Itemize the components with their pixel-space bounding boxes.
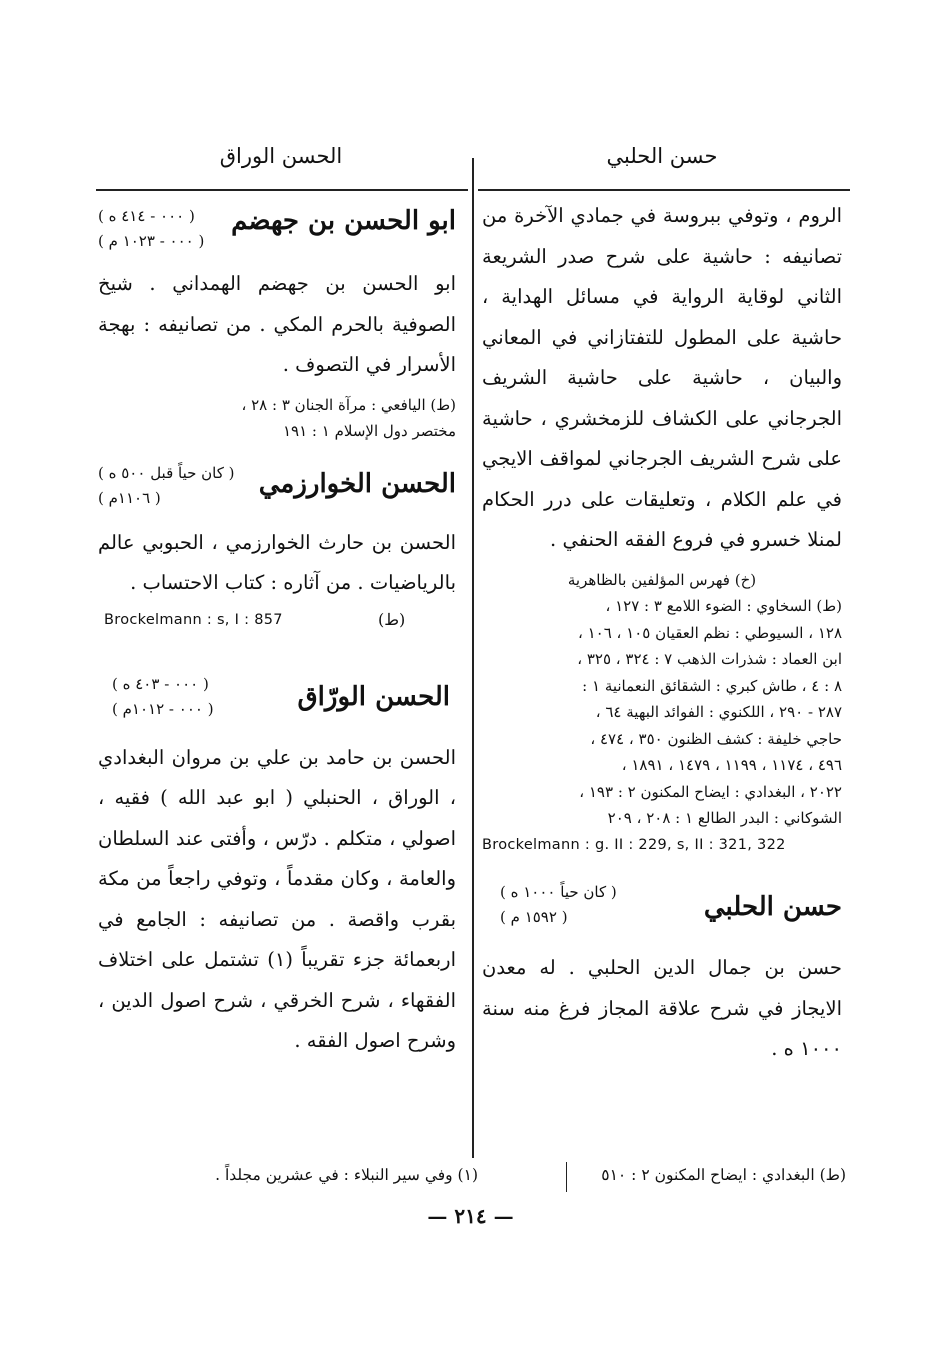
- entry-heading: [98, 459, 456, 519]
- entry-dates-hijri: ( ٠٠٠ - ٤١٤ ه ): [98, 207, 195, 225]
- right-column-header: حسن الحلبي: [606, 144, 718, 168]
- brockelmann-reference: Brockelmann : g. II : 229, s, II : 321, 322: [482, 836, 786, 853]
- entry-name: الحسن الورّاق: [297, 681, 450, 712]
- entry-dates-hijri: ( كان حياً قبل ٥٠٠ ه ): [98, 463, 235, 482]
- entry-heading: [98, 196, 456, 256]
- entry-dates: [112, 672, 312, 722]
- source-line: (خ) فهرس المؤلفين بالظاهرية: [567, 570, 757, 589]
- header-rule-left: [96, 189, 468, 191]
- right-column: [482, 196, 842, 1070]
- entry-text: الحسن بن حامد بن علي بن مروان البغدادي ، الوراق ، الحنبلي ( ابو عبد الله ) فقيه ، اصولي ، متكلم . درّس ، وأفتى عند السلطان والعامة ، وكان مقدماً ، وتوفي راجعاً من مكة بقرب واقصة . من تصانيفه : الجامع في اربعمائة جزء تقريباً (١) تشتمل على اختلاف الفقهاء ، شرح الخرقي ، شرح اصول الدين ، وشرح اصول الفقه .: [98, 745, 456, 1052]
- entry-dates-gregorian: ( ١١٠٦م ): [98, 488, 161, 507]
- entry-dates: [500, 880, 700, 930]
- left-column: [98, 196, 456, 1062]
- source-line: ٨ : ٤ ، طاش كبري : الشقائق النعمانية ١ :: [582, 676, 842, 695]
- source-line: ١٢٨ ، السيوطي : نظم العقيان ١٠٥ ، ١٠٦ ،: [578, 623, 842, 642]
- entry-dates-hijri: ( كان حياً ١٠٠٠ ه ): [500, 883, 617, 901]
- entry-dates: [98, 204, 298, 254]
- entry-source-row: [98, 604, 456, 638]
- entry-dates-hijri: ( ٠٠٠ - ٤٠٣ ه ): [112, 674, 209, 693]
- entry-dates-gregorian: ( ١٥٩٢ م ): [500, 908, 568, 926]
- footnote-left: (١) وفي سير النبلاء : في عشرين مجلداً .: [215, 1166, 478, 1184]
- source-line: ابن العماد : شذرات الذهب ٧ : ٣٢٤ ، ٣٢٥ ،: [577, 650, 842, 668]
- entry-name: حسن الحلبي: [703, 892, 842, 922]
- source-label: (ط): [378, 609, 406, 629]
- entry-text: ابو الحسن بن جهضم الهمداني . شيخ الصوفية بالحرم المكي . من تصانيفه : بهجة الأسرار في التصوف .: [98, 272, 456, 376]
- source-line: ٢٠٢٢ ، البغدادي : ايضاح المكنون ٢ : ١٩٣ ،: [579, 782, 842, 801]
- entry-name: الحسن الخوارزمي: [258, 468, 456, 499]
- entry-text: حسن بن جمال الدين الحلبي . له معدن الايجاز في شرح علاقة المجاز فرغ منه سنة ١٠٠٠ ه .: [482, 956, 842, 1060]
- source-line: حاجي خليفة : كشف الظنون ٣٥٠ ، ٤٧٤ ،: [590, 729, 842, 748]
- source-line: مختصر دول الإسلام ١ : ١٩١: [282, 422, 456, 440]
- header-rule-right: [478, 189, 850, 191]
- left-column-header: الحسن الوراق: [219, 144, 343, 168]
- column-divider: [472, 158, 474, 1158]
- entry-dates-gregorian: ( ٠٠٠ - ١٠١٢م ): [112, 699, 214, 718]
- footnote-right: (ط) البغدادي : ايضاح المكنون ٢ : ٥١٠: [601, 1166, 846, 1184]
- entry-dates-gregorian: ( ٠٠٠ - ١٠٢٣ م ): [98, 232, 205, 250]
- footnote-divider: [566, 1162, 567, 1192]
- entry-dates: [98, 461, 298, 511]
- footnotes: [96, 1162, 846, 1196]
- entry-text: الحسن بن حارث الخوارزمي ، الحبوبي عالم بالرياضيات . من آثاره : كتاب الاحتساب .: [98, 530, 456, 594]
- brockelmann-reference: Brockelmann : s, I : 857: [104, 611, 283, 628]
- entry-name: ابو الحسن بن جهضم: [231, 206, 456, 236]
- source-line: (ط) اليافعي : مرآة الجنان ٣ : ٢٨ ،: [241, 395, 456, 414]
- source-line: ٤٩٦ ، ١١٧٤ ، ١١٩٩ ، ١٤٧٩ ، ١٨٩١ ،: [621, 756, 842, 774]
- source-line: ٢٨٧ - ٢٩٠ ، اللكنوي : الفوائد البهية ٦٤ ،: [595, 703, 842, 721]
- source-line: (ط) السخاوي : الضوء اللامع ٣ : ١٢٧ ،: [605, 597, 842, 615]
- entry-heading: [98, 670, 456, 730]
- continuation-text: الروم ، وتوفي ببروسة في جمادي الآخرة من تصانيفه : حاشية على شرح صدر الشريعة الثاني لوقاية الرواية في مسائل الهداية ، حاشية على المطول للتفتازاني في المعاني والبيان ، حاشية على حاشية الشريف الجرجاني على الكشاف للزمخشري ، حاشية على شرح الشريف الجرجاني لمواقف الايجي في علم الكلام ، وتعليقات على درر الحكام لمنلا خسرو في فروع الفقه الحنفي .: [482, 204, 842, 551]
- entry-heading: [482, 880, 842, 940]
- source-line: الشوكاني : البدر الطالع ١ : ٢٠٨ ، ٢٠٩: [607, 809, 842, 827]
- page-number: — ٢١٤ —: [427, 1204, 514, 1228]
